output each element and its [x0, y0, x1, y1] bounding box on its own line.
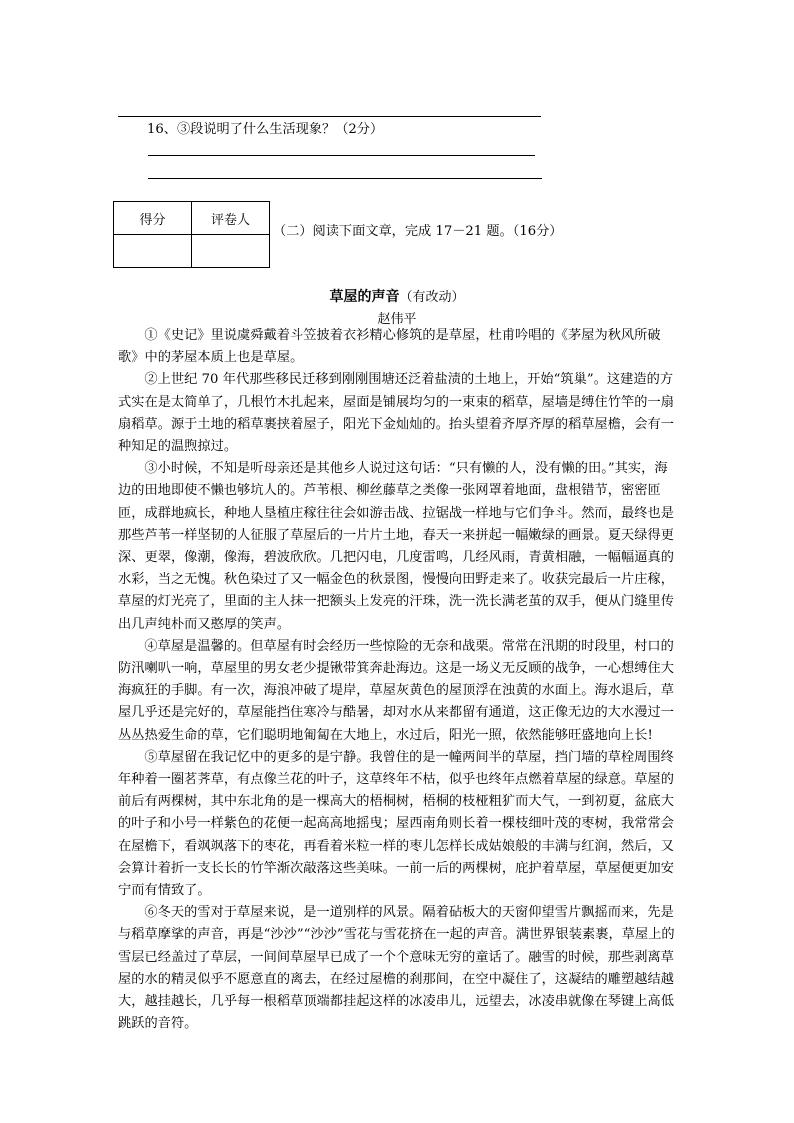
score-cell[interactable] [114, 235, 192, 268]
article-title: 草屋的声音 [329, 289, 400, 305]
paragraph-1: ①《史记》里说虞舜戴着斗笠披着衣衫精心修筑的是草屋，杜甫吟唱的《茅屋为秋风所破歌》中的茅屋本质上也是草屋。 [118, 328, 661, 366]
paragraph-5: ⑤草屋留在我记忆中的更多的是宁静。我曾住的是一幢两间半的草屋，挡门墙的草栓周围终年种着一圈茗荠草，有点像兰花的叶子，这草终年不枯，似乎也终年点燃着草屋的绿意。草屋的前后有两棵树，其中东北角的是一棵高大的梧桐树，梧桐的枝桠粗犷而大气，一到初夏，盆底大的叶子和小号一样紫色的花便一起高高地摇曳；屋西南角则长着一棵枝细叶茂的枣树，我常常会在屋檐下，看飒飒落下的枣花，再看着米粒一样的枣儿怎样长成姑娘般的丰满与红润，然后，又会算计着折一支长长的竹竿渐次敲落这些美味。一前一后的两棵树，庇护着草屋，草屋便更加安宁而有情致了。 [118, 749, 674, 899]
grader-header: 评卷人 [192, 202, 270, 235]
score-header: 得分 [114, 202, 192, 235]
paragraph-3: ③小时候，不知是听母亲还是其他乡人说过这句话：“只有懒的人，没有懒的田。”其实，海边的田地即使不懒也够坑人的。芦苇根、柳丝藤草之类像一张网罩着地面，盘根错节，密密匝匝，成群地疯长，种地人垦植庄稼往往会如游击战、拉锯战一样地与它们争斗。然而，最终也是那些芦苇一样坚韧的人征服了草屋后的一片片土地，春天一来拼起一幅嫩绿的画景。夏天绿得更深、更翠，像潮，像海，碧波欣欣。几把闪电，几度雷鸣，几经风雨，青黄相融，一幅幅逼真的水彩，当之无愧。秋色染过了又一幅金色的秋景图，慢慢向田野走来了。收获完最后一片庄稼，草屋的灯光亮了，里面的主人抹一把额头上发亮的汗珠，洗一洗长满老茧的双手，便从门缝里传出几声纯朴而又憨厚的笑声。 [118, 461, 674, 632]
article-body [118, 325, 676, 1036]
question-16-label: 16、③段说明了什么生活现象？（2分） [147, 122, 384, 137]
grader-cell[interactable] [192, 235, 270, 268]
top-answer-line [118, 116, 541, 117]
score-table [113, 201, 270, 268]
answer-line-2 [148, 178, 542, 179]
paragraph-6: ⑥冬天的雪对于草屋来说，是一道别样的风景。隔着砧板大的天窗仰望雪片飘摇而来，先是与稻草摩挲的声音，再是“沙沙”“沙沙”雪花与雪花挤在一起的声音。满世界银装素裹，草屋上的雪层已经盖过了草层，一间间草屋早已成了一个个意味无穷的童话了。融雪的时候，那些剥离草屋的水的精灵似乎不愿意直的离去，在经过屋檐的刹那间，在空中凝住了，这凝结的雕塑越结越大，越挂越长，几乎每一根稻草顶端都挂起这样的冰凌串儿，远望去，冰凌串就像在琴键上高低跳跃的音符。 [118, 905, 675, 1032]
article-subtitle: （有改动） [399, 290, 465, 305]
section-instruction: （二）阅读下面文章，完成 17－21 题。（16分） [273, 224, 563, 239]
article-author: 赵伟平 [377, 312, 417, 327]
article-title-block [0, 286, 794, 306]
answer-line-1 [148, 155, 535, 156]
paragraph-2: ②上世纪 70 年代那些移民迁移到刚刚围塘还泛着盐渍的土地上，开始“筑巢”。这建造的方式实在是太简单了，几根竹木扎起来，屋面是铺展均匀的一束束的稻草，屋墙是缚住竹竿的一扇扇稻草。源于土地的稻草裹挟着屋子，阳光下金灿灿的。抬头望着齐厚齐厚的稻草屋檐，会有一种知足的温煦掠过。 [118, 372, 674, 455]
paragraph-4: ④草屋是温馨的。但草屋有时会经历一些惊险的无奈和战栗。常常在汛期的时段里，村口的防汛喇叭一响，草屋里的男女老少提锹带箕奔赴海边。这是一场义无反顾的战争，一心想缚住大海疯狂的手脚。有一次，海浪冲破了堤岸，草屋灰黄色的屋顶浮在浊黄的水面上。海水退后，草屋几乎还是完好的，草屋能挡住寒冷与酷暑，却对水从来都留有通道，这正像无边的大水漫过一丛丛热爱生命的草，它们聪明地匍匐在大地上，水过后，阳光一照，依然能够旺盛地向上长! [118, 638, 674, 743]
